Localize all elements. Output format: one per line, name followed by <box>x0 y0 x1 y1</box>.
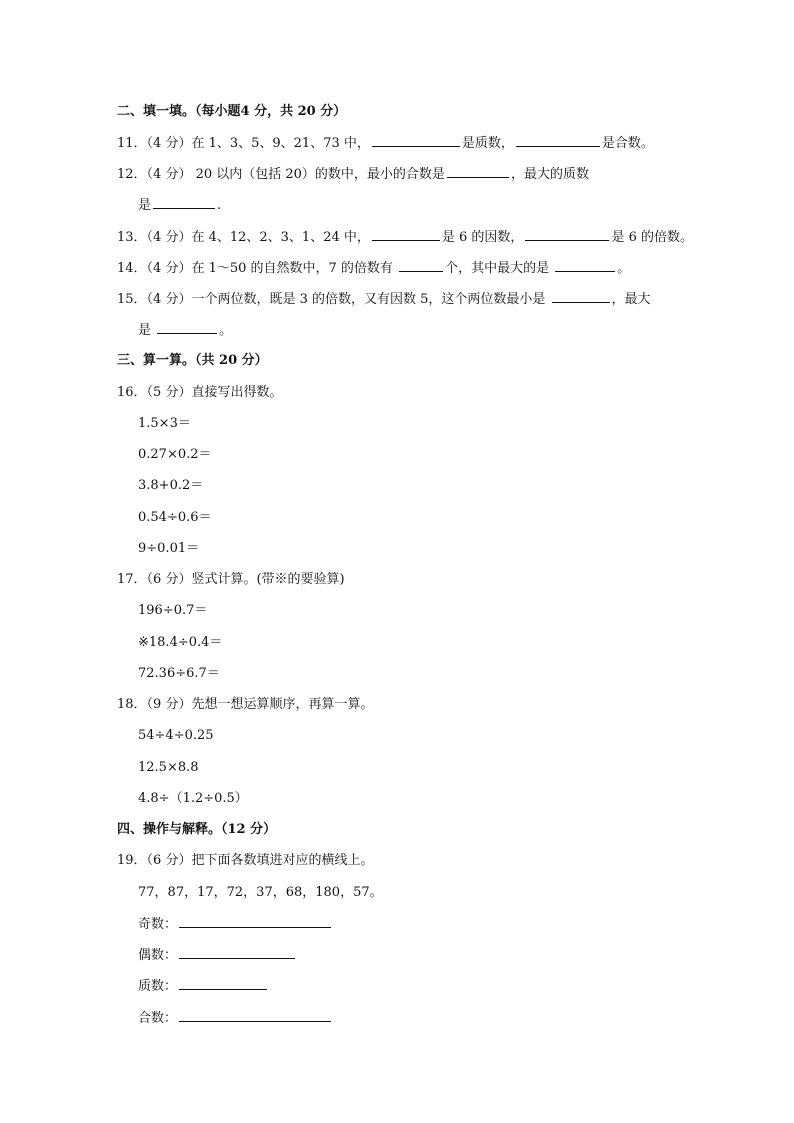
answer-blank[interactable] <box>372 228 440 241</box>
calc-item: 54÷4÷0.25 <box>138 728 214 743</box>
calc-item: 0.54÷0.6＝ <box>138 510 212 525</box>
even-numbers-row: 偶数： <box>138 946 297 965</box>
answer-blank[interactable] <box>447 165 509 178</box>
answer-blank[interactable] <box>372 134 460 147</box>
question-12: 12．（4 分） 20 以内（包括 20）的数中，最小的合数是 ，最大的质数 <box>117 167 589 182</box>
calc-item: 72.36÷6.7＝ <box>138 666 220 681</box>
composite-numbers-row: 合数： <box>138 1009 333 1028</box>
answer-blank[interactable] <box>516 134 600 147</box>
calc-item: 12.5×8.8 <box>138 760 199 775</box>
question-12-cont: 是 . <box>138 198 222 213</box>
answer-blank[interactable] <box>555 259 615 272</box>
composite-numbers-blank[interactable] <box>179 1009 331 1022</box>
section4-title: 四、操作与解释。（12 分） <box>117 822 277 837</box>
prime-numbers-row: 质数： <box>138 977 269 996</box>
odd-numbers-row: 奇数： <box>138 915 333 934</box>
question-14: 14．（4 分）在 1～50 的自然数中，7 的倍数有 个，其中最大的是 。 <box>117 261 631 276</box>
calc-item: 3.8+0.2＝ <box>138 478 204 493</box>
question-15: 15．（4 分）一个两位数，既是 3 的倍数，又有因数 5，这个两位数最小是 ，最大 <box>117 292 651 307</box>
answer-blank[interactable] <box>525 228 609 241</box>
question-16-title: 16．（5 分）直接写出得数。 <box>117 385 283 400</box>
answer-blank[interactable] <box>399 259 443 272</box>
number-list: 77，87，17，72，37，68，180，57。 <box>138 885 383 900</box>
calc-item: 9÷0.01＝ <box>138 541 200 556</box>
calc-item: 4.8÷（1.2÷0.5） <box>138 791 248 806</box>
question-17-title: 17．（6 分）竖式计算。(带※的要验算) <box>117 572 345 587</box>
answer-blank[interactable] <box>552 290 610 303</box>
calc-item: 1.5×3＝ <box>138 416 191 431</box>
question-13: 13．（4 分）在 4、12、2、3、1、24 中， 是 6 的因数， 是 6 的倍数。 <box>117 230 693 245</box>
calc-item: 196÷0.7＝ <box>138 603 208 618</box>
section3-title: 三、算一算。（共 20 分） <box>117 353 268 368</box>
question-18-title: 18．（9 分）先想一想运算顺序，再算一算。 <box>117 697 374 712</box>
prime-numbers-blank[interactable] <box>179 977 267 990</box>
calc-item: ※18.4÷0.4＝ <box>138 635 223 650</box>
answer-blank[interactable] <box>153 196 215 209</box>
question-19-title: 19．（6 分）把下面各数填进对应的横线上。 <box>117 853 374 868</box>
calc-item: 0.27×0.2＝ <box>138 447 212 462</box>
question-11: 11．（4 分）在 1、3、5、9、21、73 中， 是质数， 是合数。 <box>117 136 654 151</box>
answer-blank[interactable] <box>157 321 217 334</box>
question-15-cont: 是 。 <box>138 323 233 338</box>
section2-title: 二、填一填。（每小题4 分，共 20 分） <box>117 104 347 119</box>
even-numbers-blank[interactable] <box>179 946 295 959</box>
odd-numbers-blank[interactable] <box>179 915 331 928</box>
